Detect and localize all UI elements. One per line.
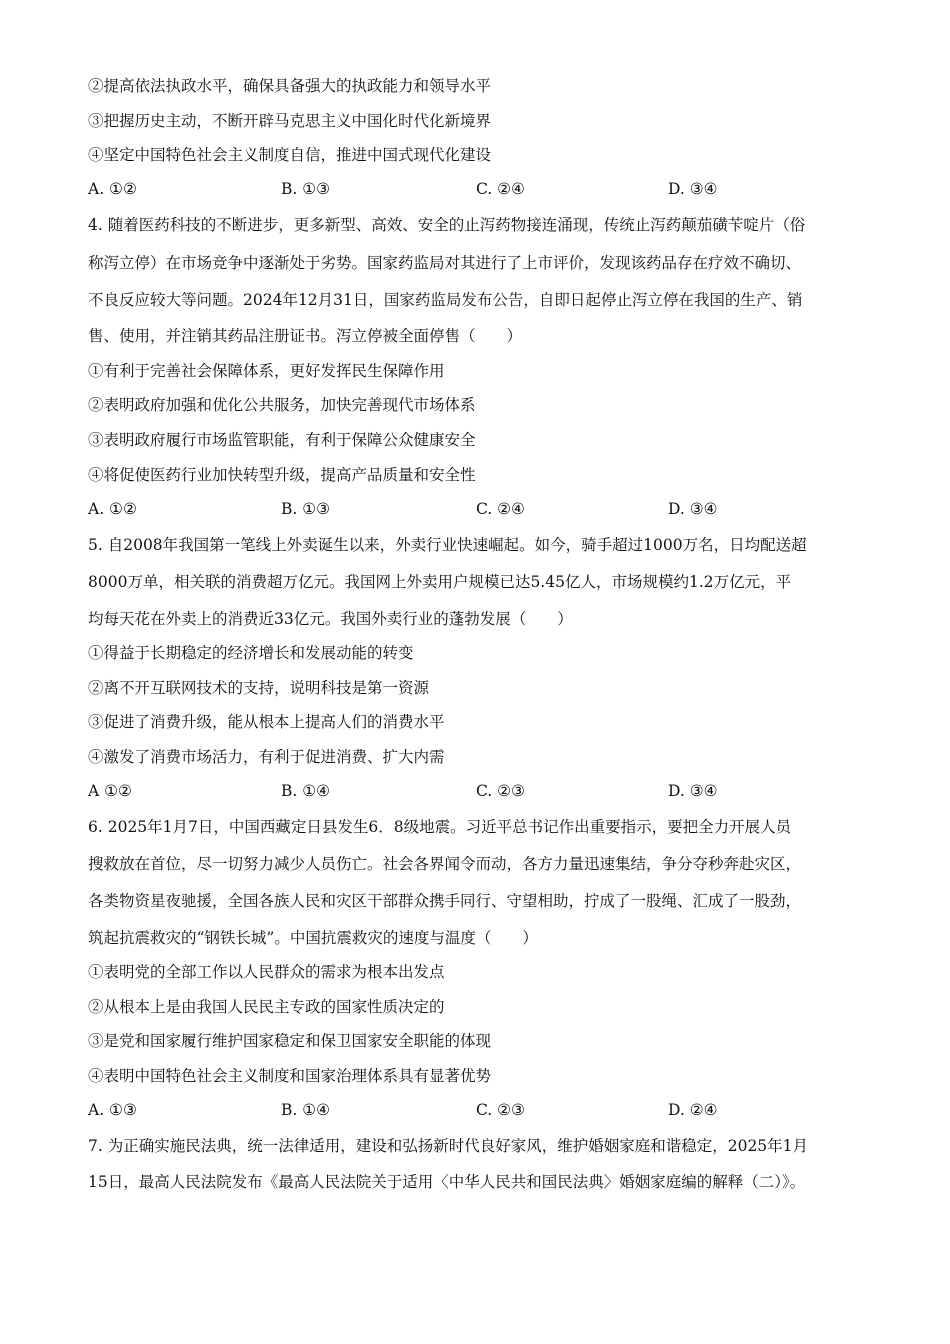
q5-options [88,781,868,801]
q7-stem-line: 7. 为正确实施民法典，统一法律适用，建设和弘扬新时代良好家风，维护婚姻家庭和谐稳定，2025年1月 [88,1137,809,1155]
q6-statement-3: ③是党和国家履行维护国家稳定和保卫国家安全职能的体现 [88,1032,492,1050]
q6-statement-4: ④表明中国特色社会主义制度和国家治理体系具有显著优势 [88,1067,492,1085]
q4-option-b[interactable]: B. ①③ [281,500,331,518]
q6-option-a[interactable]: A. ①③ [88,1101,137,1119]
q3-option-c[interactable]: C. ②④ [476,180,525,198]
q3-option-a[interactable]: A. ①② [88,180,137,198]
q3-statement-4: ④坚定中国特色社会主义制度自信，推进中国式现代化建设 [88,146,492,164]
q4-statement-1: ①有利于完善社会保障体系，更好发挥民生保障作用 [88,362,445,380]
q5-statement-3: ③促进了消费升级，能从根本上提高人们的消费水平 [88,713,445,731]
q6-stem-line: 6. 2025年1月7日，中国西藏定日县发生6．8级地震。习近平总书记作出重要指示，要把全力开展人员 [88,818,792,836]
q5-option-c[interactable]: C. ②③ [476,782,525,800]
q6-stem-line: 搜救放在首位，尽一切努力减少人员伤亡。社会各界闻令而动，各方力量迅速集结，争分夺秒奔赴灾区， [88,855,802,873]
q3-option-b[interactable]: B. ①③ [281,180,331,198]
q4-statement-4: ④将促使医药行业加快转型升级，提高产品质量和安全性 [88,466,476,484]
q4-option-c[interactable]: C. ②④ [476,500,525,518]
q4-option-d[interactable]: D. ③④ [668,500,718,518]
q4-stem-line: 售、使用，并注销其药品注册证书。泻立停被全面停售（ ） [88,327,523,345]
q5-option-b[interactable]: B. ①④ [281,782,331,800]
q6-statement-2: ②从根本上是由我国人民民主专政的国家性质决定的 [88,998,445,1016]
q3-statement-2: ②提高依法执政水平，确保具备强大的执政能力和领导水平 [88,77,492,95]
q4-option-a[interactable]: A. ①② [88,500,137,518]
q4-stem-line: 4. 随着医药科技的不断进步，更多新型、高效、安全的止泻药物接连涌现，传统止泻药颠茄磺苄啶片（俗 [88,216,806,234]
q3-option-d[interactable]: D. ③④ [668,180,718,198]
q7-stem-line: 15日，最高人民法院发布《最高人民法院关于适用〈中华人民共和国民法典〉婚姻家庭编的解释（二）》。 [88,1173,806,1191]
q5-option-d[interactable]: D. ③④ [668,782,718,800]
q4-statement-3: ③表明政府履行市场监管职能，有利于保障公众健康安全 [88,431,476,449]
q3-options [88,179,868,199]
q6-option-c[interactable]: C. ②③ [476,1101,525,1119]
q6-option-d[interactable]: D. ②④ [668,1101,718,1119]
q4-stem-line: 不良反应较大等问题。2024年12月31日，国家药监局发布公告，自即日起停止泻立停在我国的生产、销 [88,291,803,309]
q5-statement-4: ④激发了消费市场活力，有利于促进消费、扩大内需 [88,748,445,766]
q4-stem-line: 称泻立停）在市场竞争中逐渐处于劣势。国家药监局对其进行了上市评价，发现该药品存在疗效不确切、 [88,254,802,272]
q6-statement-1: ①表明党的全部工作以人民群众的需求为根本出发点 [88,963,445,981]
q6-options [88,1100,868,1120]
q6-stem-line: 筑起抗震救灾的“钢铁长城”。中国抗震救灾的速度与温度（ ） [88,929,538,947]
q5-stem-line: 均每天花在外卖上的消费近33亿元。我国外卖行业的蓬勃发展（ ） [88,610,573,628]
q5-stem-line: 8000万单，相关联的消费超万亿元。我国网上外卖用户规模已达5.45亿人，市场规模约1.2万亿元，平 [88,573,792,591]
q6-option-b[interactable]: B. ①④ [281,1101,331,1119]
q5-statement-2: ②离不开互联网技术的支持，说明科技是第一资源 [88,679,430,697]
q5-statement-1: ①得益于长期稳定的经济增长和发展动能的转变 [88,644,414,662]
q4-options [88,499,868,519]
q4-statement-2: ②表明政府加强和优化公共服务，加快完善现代市场体系 [88,396,476,414]
q5-stem-line: 5. 自2008年我国第一笔线上外卖诞生以来，外卖行业快速崛起。如今，骑手超过1000万名，日均配送超 [88,536,807,554]
q5-option-a[interactable]: A ①② [88,782,132,800]
q6-stem-line: 各类物资星夜驰援，全国各族人民和灾区干部群众携手同行、守望相助，拧成了一股绳、汇成了一股劲， [88,892,802,910]
q3-statement-3: ③把握历史主动，不断开辟马克思主义中国化时代化新境界 [88,112,492,130]
